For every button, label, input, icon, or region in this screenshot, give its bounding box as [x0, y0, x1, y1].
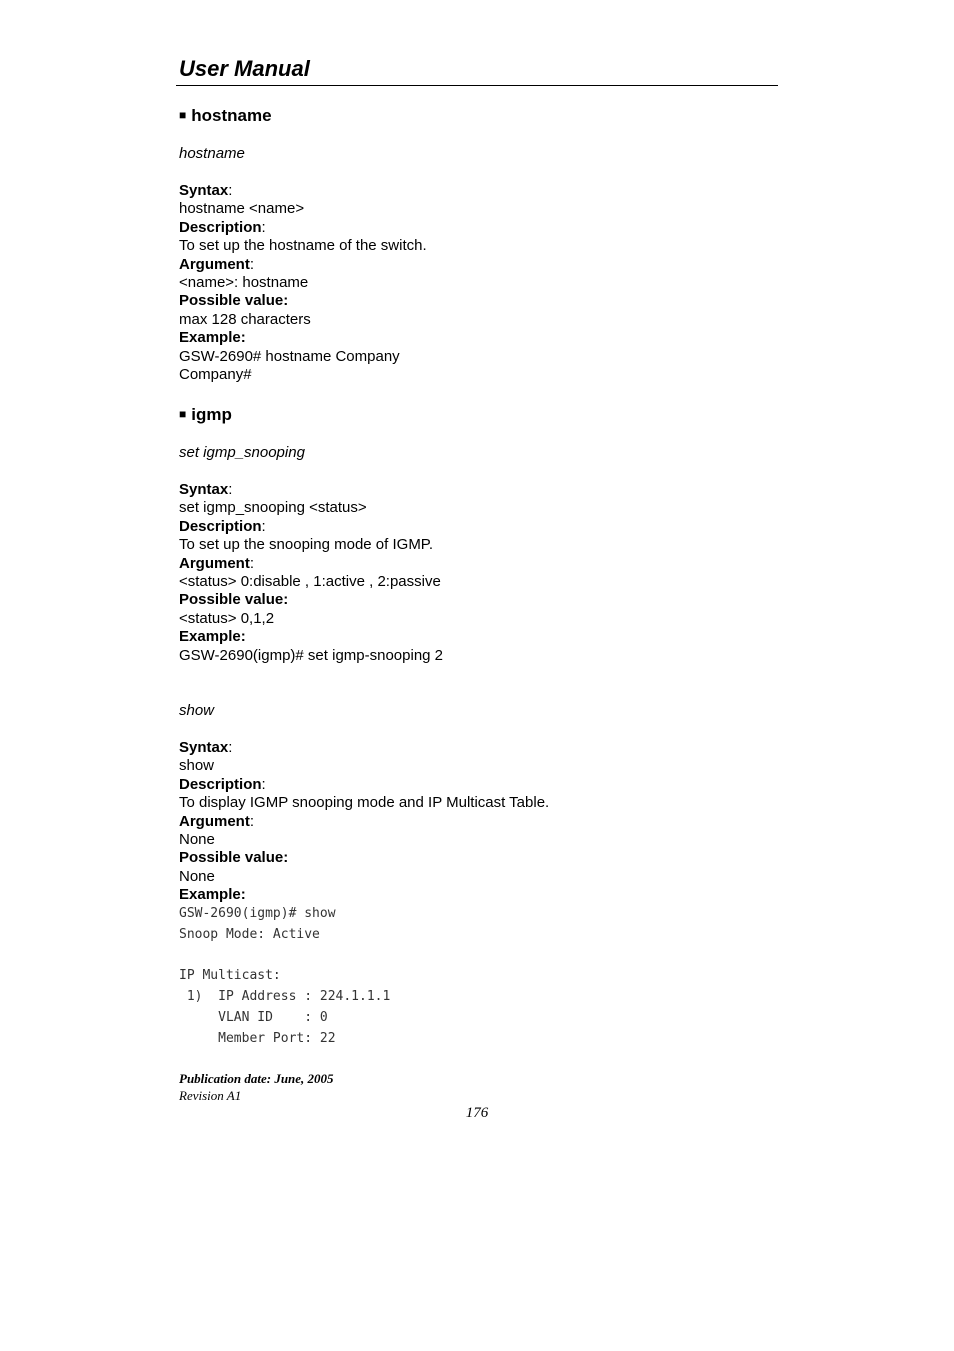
description-label: Description: [179, 517, 262, 535]
description-value: To set up the snooping mode of IGMP.: [179, 536, 434, 554]
section-heading-hostname: [179, 106, 272, 126]
description-label: Description: [179, 218, 262, 236]
description-value: To display IGMP snooping mode and IP Multicast Table.: [179, 794, 550, 812]
possible-value: max 128 characters: [179, 310, 311, 328]
command-block-set-igmp-snooping: Syntax: set igmp_snooping <status> Description: To set up the snooping mode of IGMP. Argument: <status> 0:disable , 1:active , 2:passive Possible value: <status> 0,1,2 Example: GSW-2690(igmp)# set igmp-snooping 2: [179, 481, 444, 664]
argument-value: <name>: hostname: [179, 274, 309, 292]
square-bullet-icon: ■: [179, 407, 187, 421]
command-name: set igmp_snooping: [179, 444, 305, 461]
possible-value-label: Possible value:: [179, 849, 289, 867]
header-divider: [176, 85, 778, 86]
syntax-label: Syntax: [179, 481, 229, 498]
argument-value: None: [179, 831, 215, 849]
example-line: GSW-2690# hostname Company: [179, 347, 400, 365]
possible-value-label: Possible value:: [179, 292, 289, 310]
section-heading-text: igmp: [191, 405, 232, 424]
syntax-value: set igmp_snooping <status>: [179, 499, 367, 517]
description-value: To set up the hostname of the switch.: [179, 237, 427, 255]
example-label: Example:: [179, 329, 246, 347]
syntax-label: Syntax: [179, 739, 229, 756]
example-code-block: GSW-2690(igmp)# show Snoop Mode: Active IP Multicast: 1) IP Address : 224.1.1.1 VLAN ID : 0 Member Port: 22: [179, 906, 391, 1046]
command-name: hostname: [179, 145, 245, 162]
example-label: Example:: [179, 628, 246, 646]
revision: Revision A1: [179, 1088, 242, 1103]
example-line: Company#: [179, 366, 252, 384]
example-line: GSW-2690(igmp)# set igmp-snooping 2: [179, 646, 444, 664]
syntax-value: show: [179, 757, 215, 775]
argument-label: Argument: [179, 255, 250, 273]
command-block-show: Syntax: show Description: To display IGMP snooping mode and IP Multicast Table. Argument: None Possible value: None Example:: [179, 739, 550, 904]
description-label: Description: [179, 775, 262, 793]
argument-label: Argument: [179, 812, 250, 830]
square-bullet-icon: ■: [179, 108, 187, 122]
page-header-title: User Manual: [179, 56, 310, 81]
possible-value-label: Possible value:: [179, 591, 289, 609]
example-label: Example:: [179, 886, 246, 904]
command-block-hostname: Syntax: hostname <name> Description: To set up the hostname of the switch. Argument: <name>: hostname Possible value: max 128 characters Example: GSW-2690# hostname Company Company#: [179, 182, 427, 384]
possible-value: <status> 0,1,2: [179, 609, 275, 627]
page-number: 176: [465, 1105, 489, 1121]
argument-value: <status> 0:disable , 1:active , 2:passive: [179, 573, 441, 591]
publication-date: Publication date: June, 2005: [179, 1071, 334, 1086]
section-heading-igmp: [179, 405, 232, 425]
command-name: show: [179, 702, 215, 719]
syntax-value: hostname <name>: [179, 200, 305, 218]
argument-label: Argument: [179, 554, 250, 572]
syntax-label: Syntax: [179, 182, 229, 199]
possible-value: None: [179, 867, 215, 885]
section-heading-text: hostname: [191, 106, 272, 125]
